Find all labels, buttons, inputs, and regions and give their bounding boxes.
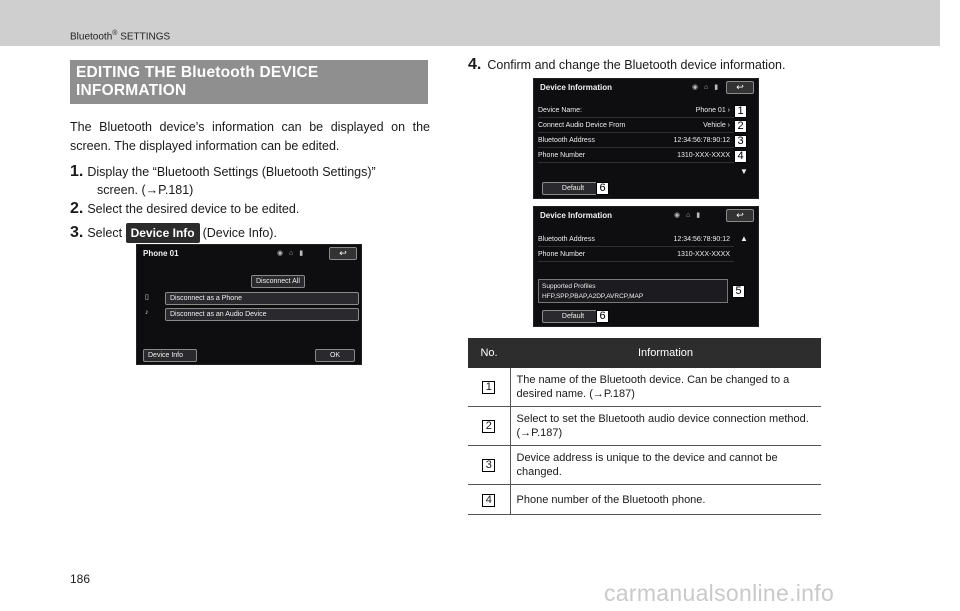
row-info: The name of the Bluetooth device. Can be changed to a desired name. (→P.187) bbox=[510, 368, 821, 407]
row-number: 4 bbox=[482, 494, 495, 507]
supported-profiles-box: Supported Profiles HFP,SPP,PBAP,A2DP,AVRCP,MAP bbox=[538, 279, 728, 303]
callout-1: 1 bbox=[734, 105, 747, 118]
phone-screen-title: Phone 01 bbox=[143, 249, 179, 258]
intro-paragraph: The Bluetooth device’s information can be displayed on the screen. The displayed information can be edited. bbox=[70, 120, 430, 153]
ok-button[interactable]: OK bbox=[315, 349, 355, 362]
device-name-row[interactable]: Device Name: Phone 01 › bbox=[538, 104, 734, 118]
row-info: Phone number of the Bluetooth phone. bbox=[510, 485, 821, 515]
step-1: 1. Display the “Bluetooth Settings (Bluetooth Settings)” screen. (→P.181) bbox=[70, 163, 376, 197]
callout-6: 6 bbox=[596, 310, 609, 323]
table-row bbox=[468, 446, 821, 485]
callout-5: 5 bbox=[732, 285, 745, 298]
callout-2: 2 bbox=[734, 120, 747, 133]
step-2: 2. Select the desired device to be edited. bbox=[70, 200, 300, 217]
phone-number-row: Phone Number 1310-XXX-XXXX bbox=[538, 248, 734, 262]
row-number: 3 bbox=[482, 459, 495, 472]
table-row bbox=[468, 485, 821, 515]
phone-screen bbox=[136, 244, 362, 365]
phone-icon: ▯ bbox=[145, 294, 149, 301]
row-info: Select to set the Bluetooth audio device connection method. (→P.187) bbox=[510, 407, 821, 446]
status-icons: ◉ ⌂ ▮ bbox=[692, 84, 721, 91]
step-3: 3. Select Device Info (Device Info). bbox=[70, 224, 277, 241]
back-button[interactable]: ↩ bbox=[726, 209, 754, 222]
info-table bbox=[468, 338, 821, 515]
disconnect-all-button[interactable]: Disconnect All bbox=[251, 275, 305, 288]
scroll-down-icon[interactable]: ▼ bbox=[740, 167, 748, 176]
callout-3: 3 bbox=[734, 135, 747, 148]
device-info-screen-1 bbox=[533, 78, 759, 199]
status-icons: ◉ ⌂ ▮ bbox=[674, 212, 703, 219]
bt-address-row: Bluetooth Address 12:34:56:78:90:12 bbox=[538, 134, 734, 148]
row-number: 2 bbox=[482, 420, 495, 433]
table-header bbox=[468, 338, 821, 368]
back-button[interactable]: ↩ bbox=[726, 81, 754, 94]
scroll-up-icon[interactable]: ▲ bbox=[740, 234, 748, 243]
disconnect-phone-button[interactable]: Disconnect as a Phone bbox=[165, 292, 359, 305]
bt-address-row: Bluetooth Address 12:34:56:78:90:12 bbox=[538, 233, 734, 247]
callout-6: 6 bbox=[596, 182, 609, 195]
device-info-button[interactable]: Device Info bbox=[143, 349, 197, 362]
device-info-screen-2 bbox=[533, 206, 759, 327]
callout-4: 4 bbox=[734, 150, 747, 163]
row-info: Device address is unique to the device and cannot be changed. bbox=[510, 446, 821, 485]
back-button[interactable]: ↩ bbox=[329, 247, 357, 260]
col-no: No. bbox=[468, 338, 510, 368]
watermark: carmanualsonline.info bbox=[604, 580, 835, 606]
device-info-button-label: Device Info bbox=[126, 223, 200, 243]
default-button[interactable]: Default bbox=[542, 182, 604, 195]
status-icons: ◉ ⌂ ▮ bbox=[277, 250, 306, 257]
music-icon: ♪ bbox=[145, 309, 149, 316]
device-info-title: Device Information bbox=[540, 211, 613, 220]
default-button[interactable]: Default bbox=[542, 310, 604, 323]
table-row bbox=[468, 368, 821, 407]
page-number: 186 bbox=[70, 572, 91, 586]
device-info-title: Device Information bbox=[540, 83, 613, 92]
step-4: 4. Confirm and change the Bluetooth device information. bbox=[468, 56, 786, 73]
col-info: Information bbox=[510, 338, 821, 368]
table-row bbox=[468, 407, 821, 446]
connect-audio-row[interactable]: Connect Audio Device From Vehicle › bbox=[538, 119, 734, 133]
running-header: Bluetooth® SETTINGS bbox=[70, 30, 171, 43]
disconnect-audio-button[interactable]: Disconnect as an Audio Device bbox=[165, 308, 359, 321]
row-number: 1 bbox=[482, 381, 495, 394]
section-heading: EDITING THE Bluetooth DEVICE INFORMATION bbox=[70, 60, 428, 104]
phone-number-row: Phone Number 1310-XXX-XXXX bbox=[538, 149, 734, 163]
